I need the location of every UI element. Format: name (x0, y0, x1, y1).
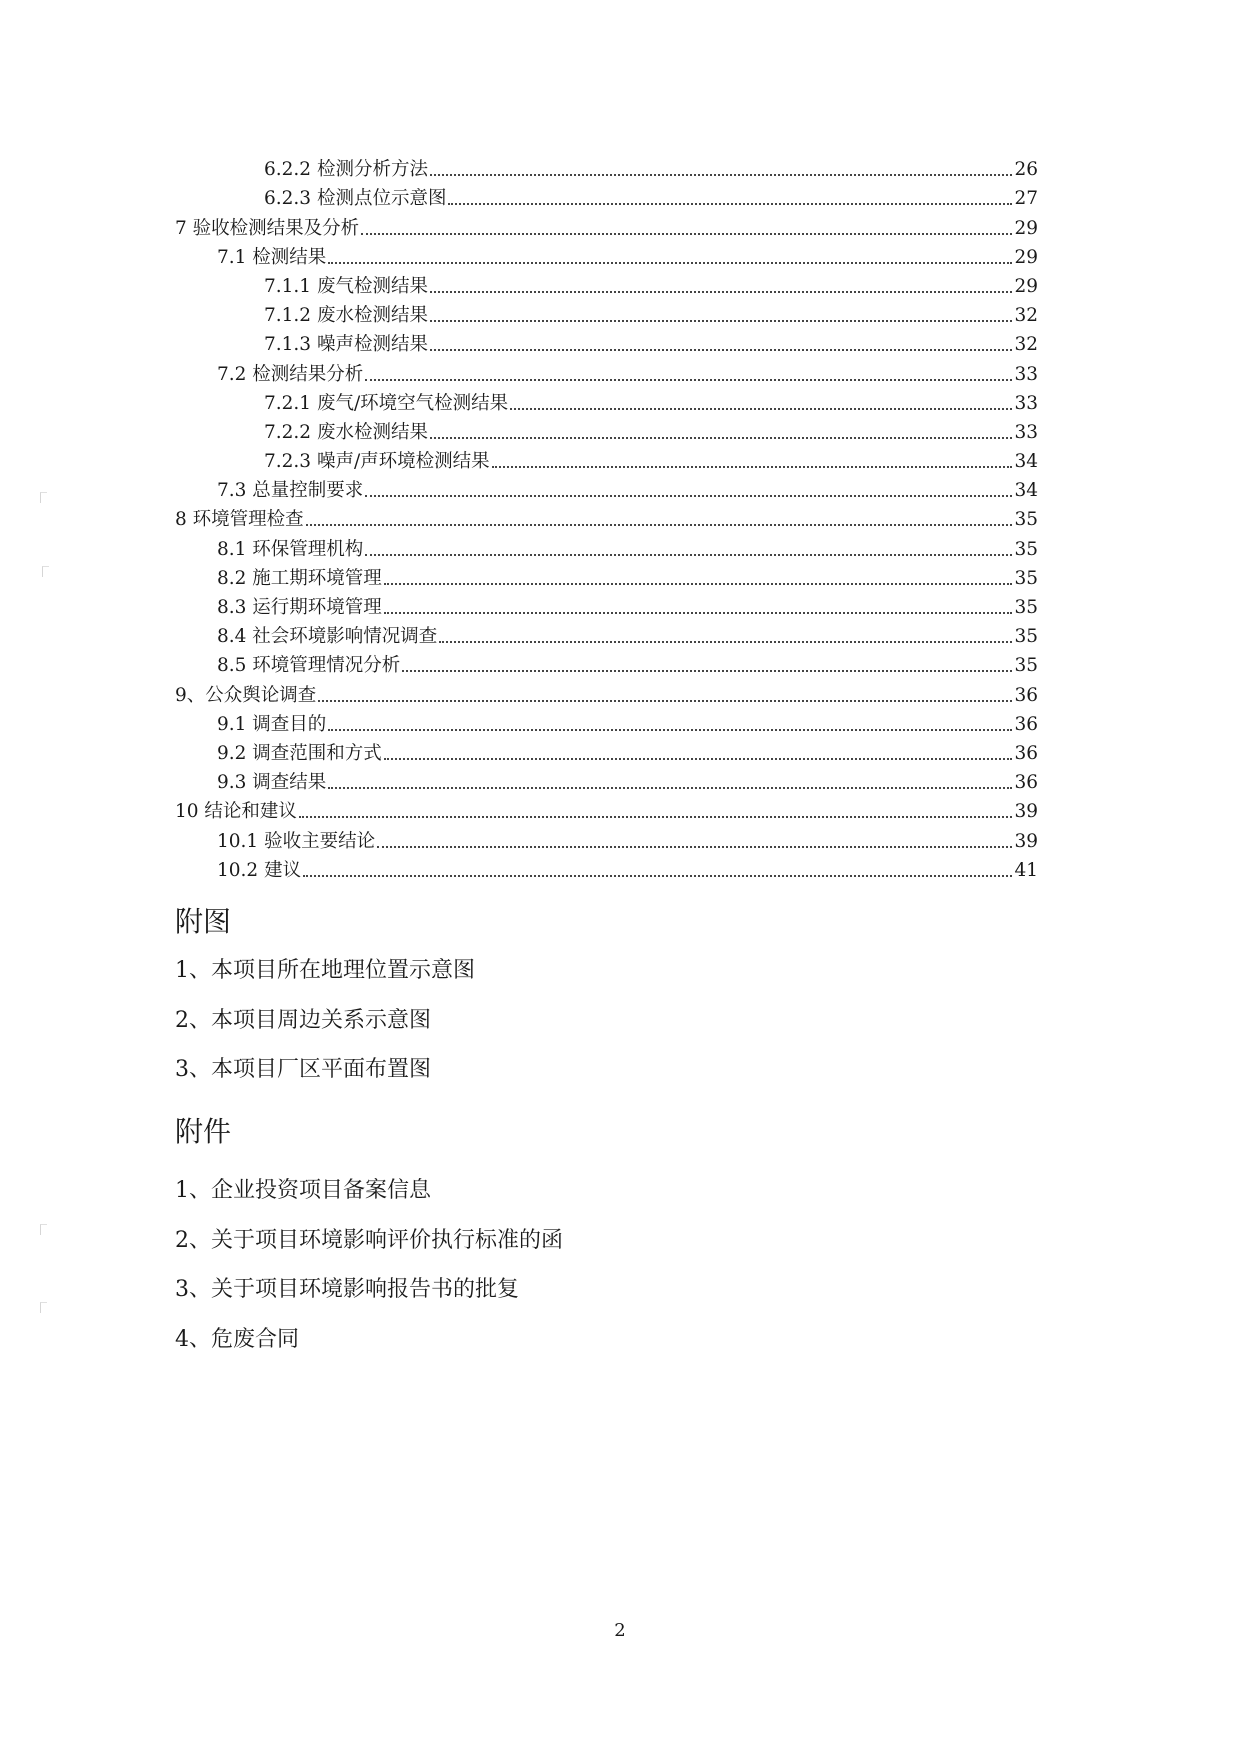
toc-leader-dots (402, 669, 1012, 672)
toc-entry-page: 32 (1014, 305, 1038, 327)
figure-item: 2、本项目周边关系示意图 (175, 1007, 431, 1033)
toc-leader-dots (448, 202, 1012, 205)
toc-leader-dots (384, 611, 1013, 614)
toc-entry-title: 8.5 环境管理情况分析 (217, 655, 401, 677)
toc-entry-page: 34 (1014, 480, 1038, 502)
figures-heading: 附图 (175, 905, 232, 938)
toc-leader-dots (303, 874, 1012, 877)
toc-entry-page: 29 (1014, 246, 1038, 268)
toc-leader-dots (384, 757, 1013, 760)
toc-entry-title: 7.3 总量控制要求 (217, 480, 364, 502)
toc-leader-dots (318, 699, 1012, 702)
toc-entry-page: 35 (1014, 655, 1038, 677)
toc-entry (170, 823, 1038, 852)
toc-leader-dots (306, 523, 1013, 526)
scan-artifact (42, 566, 49, 577)
scan-artifact (40, 1302, 47, 1313)
toc-entry (170, 152, 1038, 181)
toc-leader-dots (430, 290, 1012, 293)
toc-entry-title: 9.1 调查目的 (217, 713, 327, 735)
figures-list (175, 958, 475, 1107)
attachments-heading: 附件 (175, 1115, 232, 1148)
toc-entry (170, 794, 1038, 823)
toc-entry (170, 473, 1038, 502)
toc-entry-title: 9、公众舆论调查 (175, 684, 317, 706)
toc-entry-page: 33 (1014, 392, 1038, 414)
toc-entry-title: 10 结论和建议 (175, 801, 297, 823)
figure-item: 3、本项目厂区平面布置图 (175, 1057, 431, 1082)
toc-leader-dots (510, 407, 1012, 410)
toc-entry-page: 39 (1014, 830, 1038, 852)
toc-entry-title: 7.2.1 废气/环境空气检测结果 (264, 392, 509, 414)
toc-entry-title: 8 环境管理检查 (175, 509, 304, 531)
toc-leader-dots (328, 728, 1012, 731)
toc-entry-title: 10.1 验收主要结论 (217, 830, 376, 852)
toc-entry (170, 269, 1038, 298)
toc-entry-title: 7.1.3 噪声检测结果 (264, 334, 428, 356)
toc-entry-title: 8.3 运行期环境管理 (217, 597, 382, 618)
attachment-item: 4、危废合同 (175, 1326, 299, 1352)
toc-entry (170, 853, 1038, 882)
toc-leader-dots (430, 348, 1012, 351)
attachments-list (175, 1178, 563, 1376)
toc-entry-title: 9.2 调查范围和方式 (217, 742, 382, 764)
toc-entry-title: 7 验收检测结果及分析 (175, 217, 360, 239)
toc-entry-title: 6.2.3 检测点位示意图 (264, 188, 447, 210)
toc-entry (170, 502, 1038, 531)
toc-entry-title: 7.2.3 噪声/声环境检测结果 (264, 451, 490, 473)
figure-item: 1、本项目所在地理位置示意图 (175, 958, 475, 983)
toc-entry-page: 29 (1014, 275, 1038, 297)
toc-entry-title: 10.2 建议 (217, 859, 302, 881)
toc-entry (170, 765, 1038, 794)
toc-entry (170, 415, 1038, 444)
toc-entry (170, 240, 1038, 269)
toc-leader-dots (365, 553, 1012, 556)
attachment-item: 2、关于项目环境影响评价执行标准的函 (175, 1227, 563, 1253)
toc-entry-page: 26 (1014, 159, 1038, 181)
toc-entry-page: 35 (1014, 597, 1038, 618)
toc-entry-page: 27 (1014, 188, 1038, 210)
toc-entry (170, 619, 1038, 648)
toc-entry-page: 35 (1014, 538, 1038, 560)
toc-entry (170, 707, 1038, 736)
toc-entry (170, 736, 1038, 765)
toc-entry (170, 444, 1038, 473)
toc-leader-dots (430, 173, 1012, 176)
toc-entry-page: 36 (1014, 684, 1038, 706)
table-of-contents (170, 152, 1038, 882)
toc-leader-dots (439, 640, 1012, 643)
toc-entry-title: 9.3 调查结果 (217, 772, 327, 794)
toc-entry-page: 41 (1014, 859, 1038, 881)
toc-entry-page: 29 (1014, 217, 1038, 239)
toc-entry (170, 590, 1038, 619)
toc-entry-page: 33 (1014, 363, 1038, 385)
toc-entry (170, 561, 1038, 590)
toc-entry (170, 648, 1038, 677)
toc-entry-page: 36 (1014, 742, 1038, 764)
toc-leader-dots (328, 786, 1012, 789)
toc-entry (170, 356, 1038, 385)
toc-entry (170, 327, 1038, 356)
toc-leader-dots (361, 232, 1012, 235)
toc-entry-title: 8.1 环保管理机构 (217, 538, 364, 560)
toc-leader-dots (492, 465, 1013, 468)
toc-entry-page: 35 (1014, 567, 1038, 589)
scan-artifact (40, 492, 47, 503)
toc-entry-page: 36 (1014, 713, 1038, 735)
toc-entry (170, 386, 1038, 415)
toc-entry-title: 7.2.2 废水检测结果 (264, 421, 428, 443)
toc-entry (170, 181, 1038, 210)
toc-entry (170, 677, 1038, 706)
attachment-item: 3、关于项目环境影响报告书的批复 (175, 1277, 519, 1302)
toc-entry-title: 8.2 施工期环境管理 (217, 567, 382, 589)
toc-entry-page: 34 (1014, 451, 1038, 473)
toc-entry-title: 7.2 检测结果分析 (217, 363, 364, 385)
toc-leader-dots (365, 494, 1012, 497)
toc-entry-title: 8.4 社会环境影响情况调查 (217, 626, 438, 648)
toc-leader-dots (328, 261, 1012, 264)
toc-entry-page: 35 (1014, 509, 1038, 531)
toc-entry-title: 6.2.2 检测分析方法 (264, 159, 428, 181)
attachment-item: 1、企业投资项目备案信息 (175, 1178, 431, 1203)
toc-entry-page: 35 (1014, 626, 1038, 648)
toc-leader-dots (384, 582, 1013, 585)
toc-entry-title: 7.1.1 废气检测结果 (264, 275, 428, 297)
page-number: 2 (614, 1620, 626, 1641)
toc-entry (170, 298, 1038, 327)
toc-leader-dots (377, 845, 1012, 848)
toc-entry-title: 7.1.2 废水检测结果 (264, 305, 428, 327)
toc-leader-dots (299, 815, 1013, 818)
toc-leader-dots (365, 378, 1012, 381)
toc-entry-page: 39 (1014, 801, 1038, 823)
toc-entry-page: 32 (1014, 334, 1038, 356)
toc-entry-page: 33 (1014, 421, 1038, 443)
toc-entry (170, 531, 1038, 560)
toc-entry (170, 210, 1038, 239)
scan-artifact (40, 1224, 47, 1235)
toc-leader-dots (430, 436, 1012, 439)
toc-entry-page: 36 (1014, 772, 1038, 794)
toc-entry-title: 7.1 检测结果 (217, 246, 327, 268)
toc-leader-dots (430, 319, 1012, 322)
